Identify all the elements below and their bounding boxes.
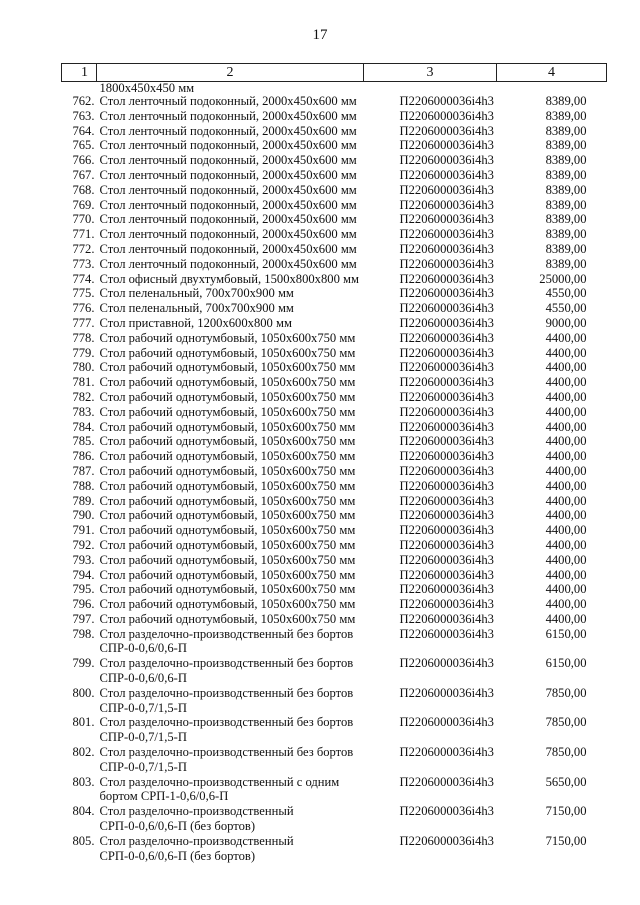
row-number: 776. <box>72 301 95 316</box>
table-row <box>62 449 607 464</box>
item-code: П2206000036і4h3 <box>399 227 494 242</box>
row-number: 798. <box>72 626 95 641</box>
item-price: 4400,00 <box>545 567 587 582</box>
item-name-line: Стол рабочий однотумбовый, 1050x600x750 мм <box>99 330 356 345</box>
item-name <box>97 523 364 538</box>
item-name-line: Стол разделочно-производственный <box>99 833 294 848</box>
table-row <box>62 686 607 716</box>
item-name <box>97 346 364 361</box>
item-price: 4400,00 <box>545 330 587 345</box>
item-code: П2206000036і4h3 <box>399 434 494 449</box>
item-price: 4400,00 <box>545 582 587 597</box>
table-row <box>62 227 607 242</box>
column-header-1: 1 <box>62 64 97 82</box>
item-name <box>97 745 364 775</box>
item-code: П2206000036і4h3 <box>399 685 494 700</box>
item-name <box>97 715 364 745</box>
item-name-line: Стол рабочий однотумбовый, 1050x600x750 мм <box>99 567 356 582</box>
item-code: П2206000036і4h3 <box>399 478 494 493</box>
item-name <box>97 494 364 509</box>
row-number: 775. <box>72 286 95 301</box>
column-header-4: 4 <box>497 64 607 82</box>
row-number: 799. <box>72 656 95 671</box>
item-code: П2206000036і4h3 <box>399 656 494 671</box>
row-number: 795. <box>72 582 95 597</box>
table-row <box>62 272 607 287</box>
item-name <box>97 227 364 242</box>
item-name: 1800x450x450 мм <box>99 81 195 95</box>
item-price: 5650,00 <box>545 774 587 789</box>
row-number: 794. <box>72 567 95 582</box>
item-name-line: Стол рабочий однотумбовый, 1050x600x750 мм <box>99 389 356 404</box>
item-name-line: СПР-0-0,6/0,6-П <box>99 641 187 656</box>
item-name <box>97 568 364 583</box>
item-code: П2206000036і4h3 <box>399 315 494 330</box>
table-row <box>62 597 607 612</box>
item-name-line: бортом СРП-1-0,6/0,6-П <box>99 789 229 804</box>
item-name-line: Стол рабочий однотумбовый, 1050x600x750 мм <box>99 478 356 493</box>
item-price: 4400,00 <box>545 478 587 493</box>
item-name-line: Стол разделочно-производственный без бортов <box>99 656 354 671</box>
item-name-line: Стол рабочий однотумбовый, 1050x600x750 мм <box>99 537 356 552</box>
row-number: 784. <box>72 419 95 434</box>
row-number: 789. <box>72 493 95 508</box>
item-name-line: Стол рабочий однотумбовый, 1050x600x750 мм <box>99 493 356 508</box>
item-price: 4400,00 <box>545 434 587 449</box>
column-header-2: 2 <box>97 64 364 82</box>
item-price: 7850,00 <box>545 685 587 700</box>
item-code: П2206000036і4h3 <box>399 567 494 582</box>
item-name-line: Стол приставной, 1200x600x800 мм <box>99 315 292 330</box>
item-name-line: СПР-0-0,7/1,5-П <box>99 730 187 745</box>
table-row <box>62 94 607 109</box>
table-row <box>62 198 607 213</box>
row-number: 797. <box>72 611 95 626</box>
item-name <box>97 553 364 568</box>
table-row <box>62 494 607 509</box>
item-price: 8389,00 <box>545 212 587 227</box>
item-name <box>97 804 364 834</box>
row-number: 772. <box>72 241 95 256</box>
table-row <box>62 834 607 864</box>
table-row <box>62 405 607 420</box>
row-number: 785. <box>72 434 95 449</box>
table-row <box>62 286 607 301</box>
item-name <box>97 94 364 109</box>
row-number: 774. <box>72 271 95 286</box>
item-code: П2206000036і4h3 <box>399 108 494 123</box>
row-number: 805. <box>72 833 95 848</box>
table-row <box>62 582 607 597</box>
item-name-line: Стол рабочий однотумбовый, 1050x600x750 мм <box>99 404 356 419</box>
item-price: 7850,00 <box>545 745 587 760</box>
item-code: П2206000036і4h3 <box>399 360 494 375</box>
row-number: 802. <box>72 745 95 760</box>
table-row <box>62 316 607 331</box>
row-number: 800. <box>72 685 95 700</box>
table-row <box>62 257 607 272</box>
row-number: 765. <box>72 138 95 153</box>
item-name <box>97 153 364 168</box>
item-price: 4400,00 <box>545 345 587 360</box>
item-price: 8389,00 <box>545 153 587 168</box>
item-code: П2206000036і4h3 <box>399 212 494 227</box>
item-name <box>97 198 364 213</box>
table-row <box>62 360 607 375</box>
item-name-line: Стол ленточный подоконный, 2000x450x600 мм <box>99 167 357 182</box>
table-row <box>62 168 607 183</box>
item-code: П2206000036і4h3 <box>399 508 494 523</box>
row-number: 787. <box>72 463 95 478</box>
item-name <box>97 597 364 612</box>
table-row <box>62 301 607 316</box>
row-number: 791. <box>72 523 95 538</box>
item-price: 6150,00 <box>545 656 587 671</box>
item-code: П2206000036і4h3 <box>399 167 494 182</box>
page-number: 17 <box>312 27 328 43</box>
item-price: 7850,00 <box>545 715 587 730</box>
item-code: П2206000036і4h3 <box>399 537 494 552</box>
table-row <box>62 242 607 257</box>
table-row <box>62 627 607 657</box>
table-row <box>62 568 607 583</box>
row-number: 767. <box>72 167 95 182</box>
item-name <box>97 286 364 301</box>
item-code: П2206000036і4h3 <box>399 715 494 730</box>
item-price: 4400,00 <box>545 449 587 464</box>
item-name <box>97 449 364 464</box>
item-code: П2206000036і4h3 <box>399 626 494 641</box>
item-price: 8389,00 <box>545 94 587 108</box>
item-price: 4400,00 <box>545 523 587 538</box>
table-header <box>62 64 607 82</box>
item-code: П2206000036і4h3 <box>399 271 494 286</box>
table-row <box>62 464 607 479</box>
item-price: 4400,00 <box>545 375 587 390</box>
item-name-line: Стол рабочий однотумбовый, 1050x600x750 мм <box>99 582 356 597</box>
item-name <box>97 627 364 657</box>
item-code: П2206000036і4h3 <box>399 138 494 153</box>
registry-table <box>61 63 607 863</box>
item-name-line: СПР-0-0,7/1,5-П <box>99 759 187 774</box>
table-row <box>62 804 607 834</box>
table-row <box>62 346 607 361</box>
item-price: 4550,00 <box>545 286 587 301</box>
table-row <box>62 656 607 686</box>
item-name-line: Стол ленточный подоконный, 2000x450x600 мм <box>99 212 357 227</box>
item-price: 4550,00 <box>545 301 587 316</box>
item-name-line: Стол рабочий однотумбовый, 1050x600x750 мм <box>99 611 356 626</box>
table-row <box>62 715 607 745</box>
item-code: П2206000036і4h3 <box>399 463 494 478</box>
item-name-line: Стол рабочий однотумбовый, 1050x600x750 мм <box>99 449 356 464</box>
item-price: 8389,00 <box>545 227 587 242</box>
row-number: 781. <box>72 375 95 390</box>
item-price: 7150,00 <box>545 833 587 848</box>
item-name-line: Стол ленточный подоконный, 2000x450x600 мм <box>99 227 357 242</box>
item-name <box>97 124 364 139</box>
item-name <box>97 257 364 272</box>
row-number: 769. <box>72 197 95 212</box>
item-name <box>97 183 364 198</box>
item-code: П2206000036і4h3 <box>399 493 494 508</box>
table-row <box>62 212 607 227</box>
table-row <box>62 538 607 553</box>
table-row <box>62 553 607 568</box>
item-name-line: Стол разделочно-производственный без бортов <box>99 626 354 641</box>
item-code: П2206000036і4h3 <box>399 182 494 197</box>
row-number: 790. <box>72 508 95 523</box>
item-code: П2206000036і4h3 <box>399 582 494 597</box>
item-code: П2206000036і4h3 <box>399 345 494 360</box>
item-name-line: Стол ленточный подоконный, 2000x450x600 мм <box>99 197 357 212</box>
item-price: 4400,00 <box>545 508 587 523</box>
table-row <box>62 508 607 523</box>
item-name-line: Стол рабочий однотумбовый, 1050x600x750 мм <box>99 597 356 612</box>
item-name-line: СРП-0-0,6/0,6-П (без бортов) <box>99 819 256 834</box>
item-name-line: Стол ленточный подоконный, 2000x450x600 мм <box>99 182 357 197</box>
item-name <box>97 212 364 227</box>
item-name <box>97 272 364 287</box>
row-number: 779. <box>72 345 95 360</box>
table-row <box>62 153 607 168</box>
item-price: 25000,00 <box>539 271 587 286</box>
item-price: 4400,00 <box>545 389 587 404</box>
item-name-line: Стол ленточный подоконный, 2000x450x600 мм <box>99 256 357 271</box>
item-name-line: Стол разделочно-производственный без бортов <box>99 685 354 700</box>
item-name <box>97 242 364 257</box>
item-name <box>97 582 364 597</box>
item-price: 8389,00 <box>545 182 587 197</box>
item-name-line: Стол пеленальный, 700x700x900 мм <box>99 286 294 301</box>
row-number: 770. <box>72 212 95 227</box>
row-number: 793. <box>72 552 95 567</box>
item-name-line: Стол разделочно-производственный с одним <box>99 774 340 789</box>
item-price: 4400,00 <box>545 537 587 552</box>
item-price: 8389,00 <box>545 241 587 256</box>
row-number: 782. <box>72 389 95 404</box>
table-row <box>62 375 607 390</box>
item-name-line: Стол рабочий однотумбовый, 1050x600x750 мм <box>99 508 356 523</box>
item-name <box>97 316 364 331</box>
item-name-line: Стол разделочно-производственный без бортов <box>99 745 354 760</box>
item-name-line: Стол ленточный подоконный, 2000x450x600 мм <box>99 138 357 153</box>
item-code: П2206000036і4h3 <box>399 449 494 464</box>
row-number: 763. <box>72 108 95 123</box>
item-name <box>97 301 364 316</box>
item-name-line: Стол рабочий однотумбовый, 1050x600x750 мм <box>99 523 356 538</box>
row-number: 778. <box>72 330 95 345</box>
item-name <box>97 434 364 449</box>
item-code: П2206000036і4h3 <box>399 375 494 390</box>
row-number <box>62 82 97 95</box>
item-name-line: Стол рабочий однотумбовый, 1050x600x750 мм <box>99 360 356 375</box>
item-name <box>97 405 364 420</box>
row-number: 768. <box>72 182 95 197</box>
table-row <box>62 124 607 139</box>
item-name <box>97 331 364 346</box>
item-price: 8389,00 <box>545 123 587 138</box>
item-name-line: Стол офисный двухтумбовый, 1500x800x800 мм <box>99 271 359 286</box>
row-number: 766. <box>72 153 95 168</box>
item-code: П2206000036і4h3 <box>399 197 494 212</box>
row-number: 796. <box>72 597 95 612</box>
item-code: П2206000036і4h3 <box>399 552 494 567</box>
item-name-line: Стол ленточный подоконный, 2000x450x600 мм <box>99 123 357 138</box>
table-row <box>62 479 607 494</box>
item-price: 4400,00 <box>545 404 587 419</box>
table-row <box>62 775 607 805</box>
item-price: 8389,00 <box>545 167 587 182</box>
item-price: 9000,00 <box>545 315 587 330</box>
item-name <box>97 375 364 390</box>
item-price: 6150,00 <box>545 626 587 641</box>
row-number: 777. <box>72 315 95 330</box>
item-name <box>97 834 364 864</box>
item-price: 4400,00 <box>545 419 587 434</box>
item-code: П2206000036і4h3 <box>399 389 494 404</box>
item-name <box>97 656 364 686</box>
item-code: П2206000036і4h3 <box>399 745 494 760</box>
table-row <box>62 523 607 538</box>
item-name <box>97 464 364 479</box>
table-row <box>62 331 607 346</box>
item-name-line: Стол рабочий однотумбовый, 1050x600x750 мм <box>99 434 356 449</box>
item-name-line: Стол рабочий однотумбовый, 1050x600x750 мм <box>99 375 356 390</box>
item-price: 4400,00 <box>545 552 587 567</box>
row-number: 803. <box>72 774 95 789</box>
item-name-line: Стол разделочно-производственный <box>99 804 294 819</box>
item-code: П2206000036і4h3 <box>399 611 494 626</box>
row-number: 801. <box>72 715 95 730</box>
item-code: П2206000036і4h3 <box>399 94 494 108</box>
column-header-3: 3 <box>364 64 497 82</box>
item-name <box>97 138 364 153</box>
item-price: 4400,00 <box>545 611 587 626</box>
item-price: 4400,00 <box>545 463 587 478</box>
row-number: 773. <box>72 256 95 271</box>
item-name <box>97 479 364 494</box>
continuation-row <box>62 82 607 95</box>
item-name <box>97 538 364 553</box>
item-code: П2206000036і4h3 <box>399 804 494 819</box>
item-code: П2206000036і4h3 <box>399 597 494 612</box>
item-price: 8389,00 <box>545 108 587 123</box>
table-row <box>62 612 607 627</box>
item-code: П2206000036і4h3 <box>399 833 494 848</box>
item-name <box>97 360 364 375</box>
item-code: П2206000036і4h3 <box>399 241 494 256</box>
item-code: П2206000036і4h3 <box>399 523 494 538</box>
item-code: П2206000036і4h3 <box>399 330 494 345</box>
item-name <box>97 775 364 805</box>
item-name-line: Стол ленточный подоконный, 2000x450x600 мм <box>99 108 357 123</box>
table-row <box>62 390 607 405</box>
table-row <box>62 138 607 153</box>
item-name-line: Стол рабочий однотумбовый, 1050x600x750 мм <box>99 419 356 434</box>
item-name-line: Стол рабочий однотумбовый, 1050x600x750 мм <box>99 552 356 567</box>
item-code: П2206000036і4h3 <box>399 286 494 301</box>
item-code: П2206000036і4h3 <box>399 301 494 316</box>
row-number: 780. <box>72 360 95 375</box>
row-number: 771. <box>72 227 95 242</box>
item-code: П2206000036і4h3 <box>399 404 494 419</box>
item-name-line: Стол разделочно-производственный без бортов <box>99 715 354 730</box>
table-row <box>62 420 607 435</box>
item-code: П2206000036і4h3 <box>399 419 494 434</box>
table-body <box>62 82 607 864</box>
item-name-line: СРП-0-0,6/0,6-П (без бортов) <box>99 848 256 863</box>
row-number: 792. <box>72 537 95 552</box>
row-number: 804. <box>72 804 95 819</box>
item-name <box>97 420 364 435</box>
row-number: 788. <box>72 478 95 493</box>
row-number: 764. <box>72 123 95 138</box>
item-name-line: СПР-0-0,7/1,5-П <box>99 700 187 715</box>
item-name-line: Стол ленточный подоконный, 2000x450x600 мм <box>99 153 357 168</box>
item-name <box>97 508 364 523</box>
table-row <box>62 434 607 449</box>
item-name-line: Стол пеленальный, 700x700x900 мм <box>99 301 294 316</box>
item-name <box>97 168 364 183</box>
item-code: П2206000036і4h3 <box>399 774 494 789</box>
item-name <box>97 686 364 716</box>
item-name-line: Стол рабочий однотумбовый, 1050x600x750 мм <box>99 345 356 360</box>
item-price: 4400,00 <box>545 493 587 508</box>
item-price: 8389,00 <box>545 256 587 271</box>
item-name-line: Стол ленточный подоконный, 2000x450x600 мм <box>99 94 357 108</box>
item-name-line: Стол ленточный подоконный, 2000x450x600 мм <box>99 241 357 256</box>
item-price: 4400,00 <box>545 597 587 612</box>
item-price: 8389,00 <box>545 138 587 153</box>
item-code: П2206000036і4h3 <box>399 153 494 168</box>
item-name <box>97 390 364 405</box>
table-row <box>62 183 607 198</box>
item-price: 4400,00 <box>545 360 587 375</box>
item-name-line: СПР-0-0,6/0,6-П <box>99 671 187 686</box>
row-number: 786. <box>72 449 95 464</box>
item-price: 8389,00 <box>545 197 587 212</box>
item-name-line: Стол рабочий однотумбовый, 1050x600x750 мм <box>99 463 356 478</box>
table-row <box>62 745 607 775</box>
item-name <box>97 612 364 627</box>
table-row <box>62 109 607 124</box>
item-name <box>97 109 364 124</box>
row-number: 783. <box>72 404 95 419</box>
item-code: П2206000036і4h3 <box>399 123 494 138</box>
row-number: 762. <box>72 94 95 108</box>
item-price: 7150,00 <box>545 804 587 819</box>
item-code: П2206000036і4h3 <box>399 256 494 271</box>
